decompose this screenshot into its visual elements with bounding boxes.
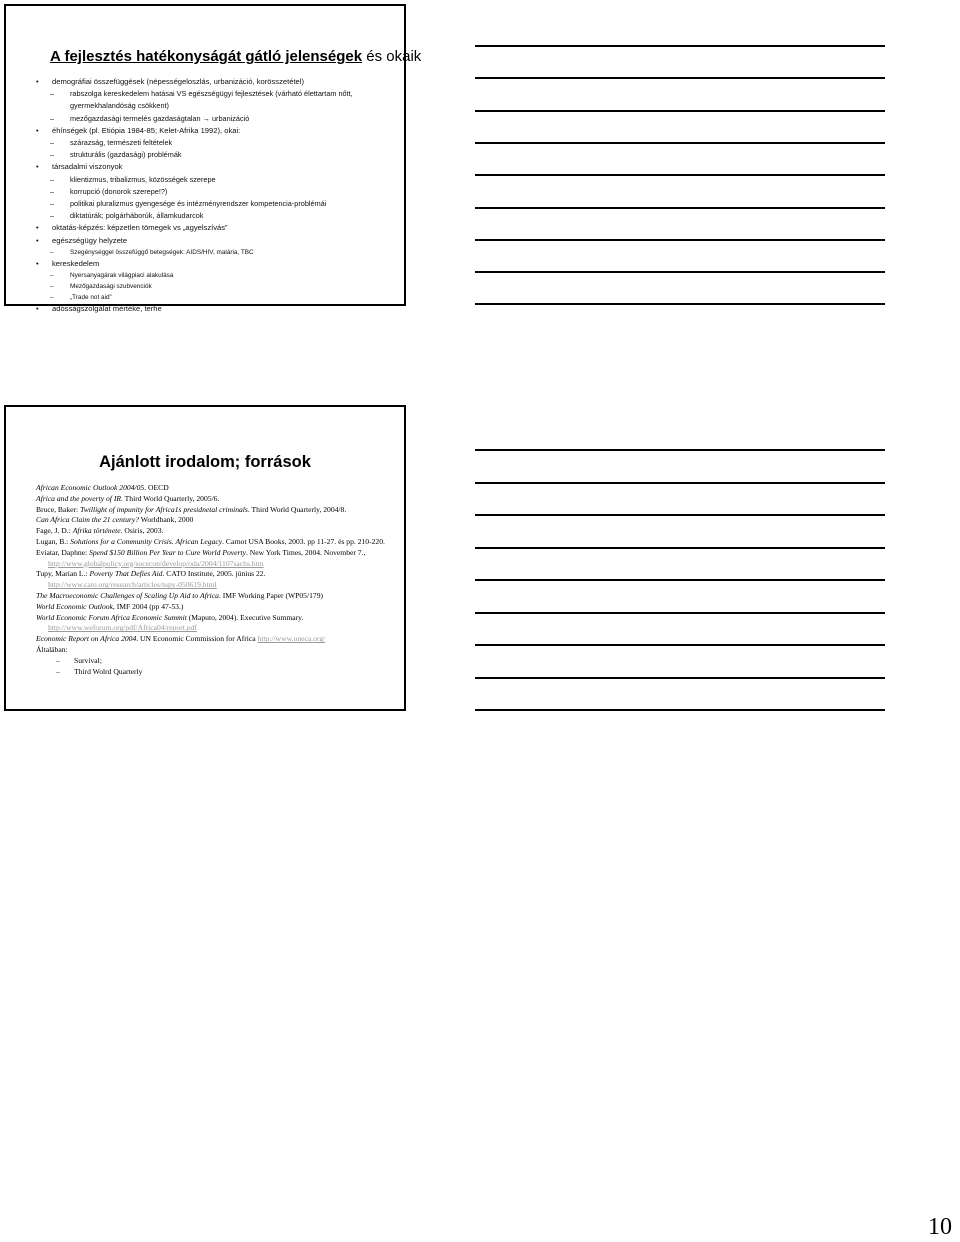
note-line (475, 45, 885, 47)
reference-link[interactable]: http://www.cato.org/research/articles/tupy-050619.html (48, 580, 217, 590)
reference-entry (36, 515, 394, 526)
sub-bullet-item: – Mezőgazdasági szubvenciók (6, 281, 404, 292)
note-line (475, 271, 885, 273)
sub-bullet-item: – mezőgazdasági termelés gazdaságtalan → urbanizáció (6, 113, 404, 125)
reference-text: Poverty That Defies Aid (89, 569, 163, 579)
reference-text: Worldbank, 2000 (139, 515, 194, 525)
reference-entry (36, 505, 394, 516)
reference-list (36, 483, 394, 677)
reference-text: , IMF 2004 (pp 47-53.) (112, 601, 184, 611)
note-line (475, 77, 885, 79)
reference-text: Twillight of impunity for Africa1s presidnetal criminals (80, 504, 248, 514)
note-line (475, 709, 885, 711)
bullet-item: • adósságszolgálat mértéke, terhe (6, 303, 404, 315)
note-line (475, 612, 885, 614)
reference-text: Spend $150 Billion Per Year to Cure World Poverty (89, 547, 246, 557)
reference-entry (36, 494, 394, 505)
reference-text: Solutions for a Community Crisis. African Legacy (70, 536, 223, 546)
slide-1 (4, 4, 422, 314)
reference-text: Eviatar, Daphne: (36, 547, 90, 557)
reference-text: . CATO Institute, 2005. június 22. (162, 569, 266, 579)
sub-bullet-item: – „Trade not aid” (6, 292, 404, 303)
sub-bullet-item: – szárazság, természeti feltételek (6, 137, 404, 149)
note-line (475, 579, 885, 581)
reference-text: Bruce, Baker: (36, 504, 81, 514)
slide-1-bullet-list (6, 76, 404, 315)
reference-text: . UN Economic Commission for Africa (136, 634, 258, 644)
reference-text: African Economic Outlook 2004/05 (36, 483, 145, 492)
slide-2-title: Ajánlott irodalom; források (99, 453, 311, 471)
bullet-item: • egészségügy helyzete (6, 235, 404, 247)
general-item: – Third Wolrd Quarterly (36, 667, 394, 678)
sub-bullet-item: – korrupció (donorok szerepe!?) (6, 186, 404, 198)
reference-entry (36, 613, 394, 635)
reference-text: Tupy, Marian L.: (36, 569, 90, 579)
note-line (475, 482, 885, 484)
general-label: Általában: (36, 644, 68, 654)
sub-bullet-item: – klientizmus, tribalizmus, közösségek szerepe (6, 174, 404, 186)
reference-entry (36, 569, 394, 591)
reference-entry (36, 634, 394, 645)
reference-entry (36, 602, 394, 613)
reference-text: Fage, J. D.: (36, 526, 73, 536)
note-line (475, 110, 885, 112)
note-line (475, 449, 885, 451)
reference-text: World Economic Outlook (36, 601, 113, 611)
page-number: 10 (928, 1214, 952, 1240)
reference-text: Africa and the poverty of IR (36, 493, 121, 503)
sub-bullet-item: – Nyersanyagárak világpiaci alakulása (6, 270, 404, 281)
reference-entry (36, 537, 394, 548)
note-line (475, 547, 885, 549)
reference-text: . Third World Quarterly, 2004/8. (247, 504, 347, 514)
bullet-item: • oktatás-képzés: képzetlen tömegek vs „agyelszívás” (6, 222, 404, 234)
reference-text: Economic Report on Africa 2004 (36, 634, 137, 644)
note-line (475, 174, 885, 176)
note-line (475, 303, 885, 305)
reference-text: . Third World Quarterly, 2005/6. (121, 493, 220, 503)
reference-text: . OECD (144, 483, 169, 492)
reference-text: Can Africa Claim the 21 century? (36, 515, 139, 525)
reference-text: . Osiris, 2003. (120, 526, 164, 536)
reference-link[interactable]: http://www.weforum.org/pdf/Africa04/report.pdf (48, 623, 197, 633)
bullet-item: • társadalmi viszonyok (6, 161, 404, 173)
note-line (475, 239, 885, 241)
sub-bullet-item: – strukturális (gazdasági) problémák (6, 149, 404, 161)
reference-entry (36, 526, 394, 537)
reference-link[interactable]: http://www.uneca.org/ (257, 634, 326, 644)
reference-text: . Carnot USA Books, 2003. pp 11-27. és pp. 210-220. (222, 536, 385, 546)
sub-bullet-item: – rabszolga kereskedelem hatásai VS egészségügyi fejlesztések (várható élettartam nőtt, gyermekhalandóság csökkent) (6, 88, 404, 112)
reference-text: . New York Times, 2004. November 7., (245, 547, 366, 557)
reference-text: (Maputo, 2004). Executive Summary. (186, 612, 304, 622)
slide-2 (4, 405, 406, 711)
reference-entry (36, 591, 394, 602)
reference-text: . IMF Working Paper (WP05/179) (218, 590, 324, 600)
general-item: – Survival; (36, 656, 394, 667)
reference-link[interactable]: http://www.globalpolicy.org/socecon/develop/oda/2004/1107sachs.htm (48, 558, 264, 568)
note-line (475, 207, 885, 209)
slide-1-title-rest: és okaik (362, 48, 422, 65)
reference-text: The Macroeconomic Challenges of Scaling Up Aid to Africa (36, 590, 219, 600)
reference-entry (36, 548, 394, 570)
reference-text: Lugan, B.: (36, 536, 71, 546)
sub-bullet-item: – politikai pluralizmus gyengesége és intézményrendszer kompetencia-problémái (6, 198, 404, 210)
bullet-item: • kereskedelem (6, 258, 404, 270)
sub-bullet-item: – Szegénységgel összefüggő betegségek: AIDS/HIV, malária, TBC (6, 247, 404, 258)
note-line (475, 644, 885, 646)
slide-1-title (50, 48, 421, 65)
bullet-item: • demográfiai összefüggések (népességeloszlás, urbanizáció, korösszetétel) (6, 76, 404, 88)
bullet-item: • éhínségek (pl. Etiópia 1984-85; Kelet-Afrika 1992), okai: (6, 125, 404, 137)
reference-entry (36, 483, 394, 494)
note-line (475, 677, 885, 679)
note-line (475, 142, 885, 144)
reference-text: World Economic Forum Africa Economic Summit (36, 612, 187, 622)
sub-bullet-item: – diktatúrák; polgárháborúk, államkudarcok (6, 210, 404, 222)
note-line (475, 514, 885, 516)
reference-text: Afrika története (72, 526, 121, 536)
slide-1-title-underlined: A fejlesztés hatékonyságát gátló jelenségek (50, 48, 363, 65)
